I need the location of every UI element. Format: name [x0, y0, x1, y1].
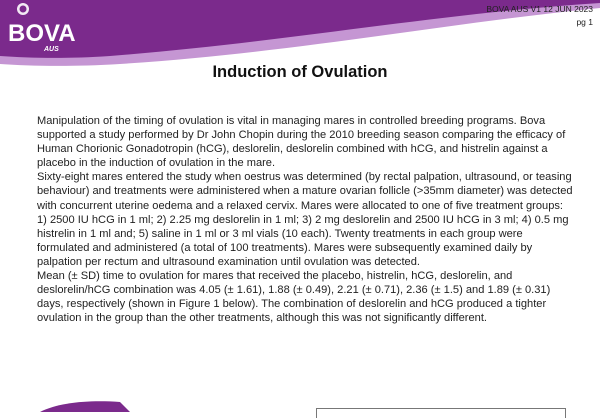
bova-logo [0, 0, 76, 60]
logo-sub: AUS [44, 46, 59, 53]
body-text [37, 114, 573, 325]
page-title: Induction of Ovulation [212, 63, 388, 81]
logo-text: BOVA [8, 20, 76, 47]
paragraph-methods: Sixty-eight mares entered the study when oestrus was determined (by rectal palpation, ultrasound, or teasing behaviour) and treatments were administered when a mature ovarian follicle (>35mm diameter) was detected with concurrent uterine oedema and a relaxed cervix. Mares were allocated to one of five treatment groups: 1) 2500 IU hCG in 1 ml; 2) 2.25 mg deslorelin in 1 ml; 3) 2 mg deslorelin and 2500 IU hCG in 3 ml; 4) 0.5 mg histrelin in 1 ml and; 5) saline in 1 ml or 3 ml vials (10 each). Twenty treatments in each group were formulated and administered (a total of 100 treatments). Mares were subsequently examined daily by palpation per rectum and ultrasound examination until ovulation was detected. [37, 171, 573, 268]
paragraph-results: Mean (± SD) time to ovulation for mares that received the placebo, histrelin, hCG, deslorelin, and deslorelin/hCG combination was 4.05 (± 1.61), 1.88 (± 0.49), 2.21 (± 0.71), 2.36 (± 1.5) and 1.89 (± 0.31) days, respectively (shown in Figure 1 below). The combination of deslorelin and hCG produced a tighter ovulation in the group than the other treatments, although this was not significantly different. [37, 270, 551, 325]
document-meta [486, 3, 593, 29]
page-number: pg 1 [576, 17, 593, 27]
version-label: BOVA AUS V1 12 JUN 2023 [486, 4, 593, 14]
paragraph-intro: Manipulation of the timing of ovulation is vital in managing mares in controlled breeding programs. Bova supported a study performed by Dr John Chopin during the 2010 breeding season comparing the efficacy of Human Chorionic Gonadotropin (hCG), deslorelin, deslorelin combined with hCG, and histrelin against a placebo in the induction of ovulation in the mare. [37, 115, 566, 170]
figure-frame [316, 408, 566, 418]
footer-swoosh [0, 396, 140, 412]
